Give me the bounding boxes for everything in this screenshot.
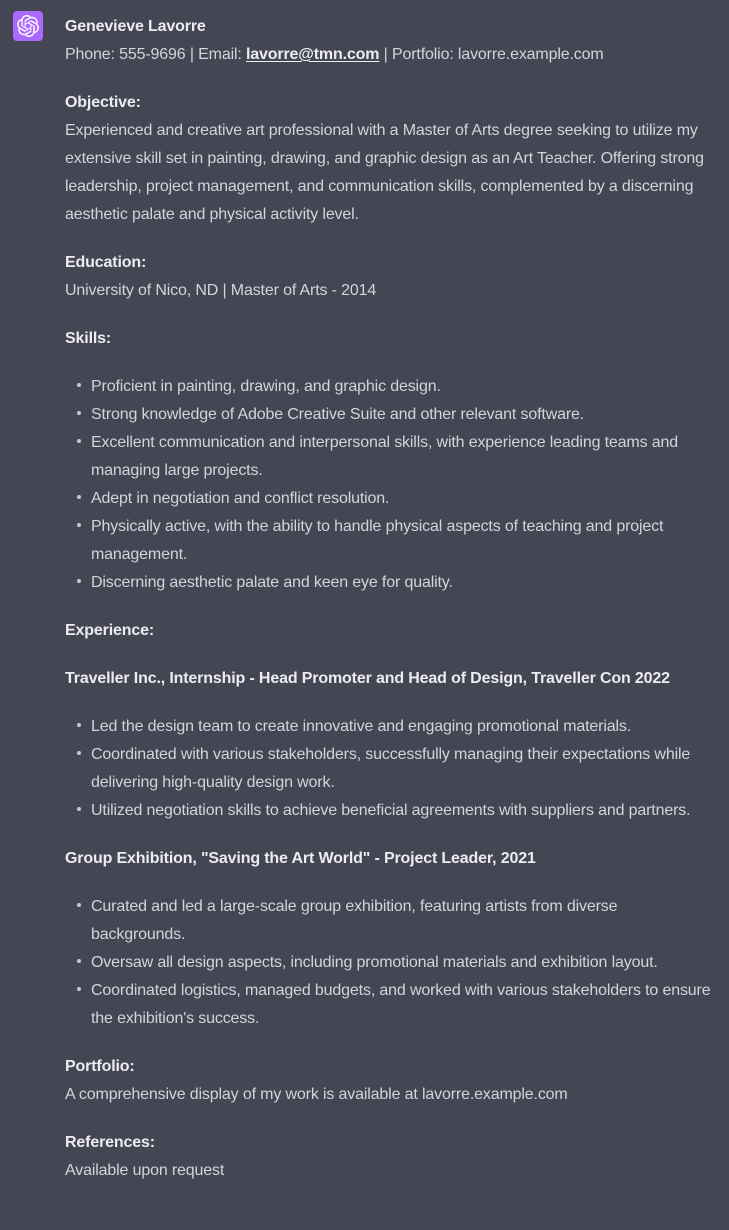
objective-body: Experienced and creative art professional with a Master of Arts degree seeking to utilize my extensive skill set in painting, drawing, and graphic design as an Art Teacher. Offering strong leadership, project management, and communication skills, complemented by a discerning aesthetic palate and physical activity level. [65,122,704,223]
list-item: Coordinated with various stakeholders, successfully managing their expectations while delivering high-quality design work. [91,741,714,797]
references-body: Available upon request [65,1162,225,1179]
section-experience-heading [65,617,714,645]
objective-heading: Objective: [65,94,141,111]
portfolio-heading: Portfolio: [65,1058,135,1075]
list-item: Utilized negotiation skills to achieve beneficial agreements with suppliers and partners. [91,797,714,825]
job-title: Group Exhibition, "Saving the Art World" - Project Leader, 2021 [65,850,536,867]
portfolio-body: A comprehensive display of my work is available at lavorre.example.com [65,1086,568,1103]
job-1-list [65,713,714,825]
section-education [65,249,714,305]
contact-prefix-text: Phone: 555-9696 | Email: [65,46,246,63]
references-heading: References: [65,1134,155,1151]
assistant-avatar [13,11,43,41]
job-title: Traveller Inc., Internship - Head Promoter and Head of Design, Traveller Con 2022 [65,670,670,687]
section-references [65,1129,714,1185]
job-2-list [65,893,714,1033]
section-portfolio [65,1053,714,1109]
list-item: Curated and led a large-scale group exhibition, featuring artists from diverse backgrounds. [91,893,714,949]
list-item: Strong knowledge of Adobe Creative Suite and other relevant software. [91,401,714,429]
list-item: Led the design team to create innovative and engaging promotional materials. [91,713,714,741]
list-item: Excellent communication and interpersonal skills, with experience leading teams and managing large projects. [91,429,714,485]
experience-heading: Experience: [65,622,155,639]
education-body: University of Nico, ND | Master of Arts - 2014 [65,282,377,299]
openai-logo-icon [17,15,39,37]
list-item: Adept in negotiation and conflict resolution. [91,485,714,513]
contact-line [65,46,604,63]
list-item: Oversaw all design aspects, including promotional materials and exhibition layout. [91,949,714,977]
resume-name: Genevieve Lavorre [65,18,206,35]
email-link[interactable]: lavorre@tmn.com [245,46,380,63]
section-skills-heading [65,325,714,353]
section-objective [65,89,714,229]
resume-content [65,13,714,1185]
list-item: Proficient in painting, drawing, and graphic design. [91,373,714,401]
list-item: Discerning aesthetic palate and keen eye for quality. [91,569,714,597]
skills-heading: Skills: [65,330,112,347]
header-block [65,13,714,69]
contact-suffix-text: | Portfolio: lavorre.example.com [379,46,604,63]
education-heading: Education: [65,254,147,271]
list-item: Coordinated logistics, managed budgets, and worked with various stakeholders to ensure the exhibition's success. [91,977,714,1033]
skills-list [65,373,714,597]
job-2-title-block [65,845,714,873]
job-1-title-block [65,665,714,693]
list-item: Physically active, with the ability to handle physical aspects of teaching and project management. [91,513,714,569]
